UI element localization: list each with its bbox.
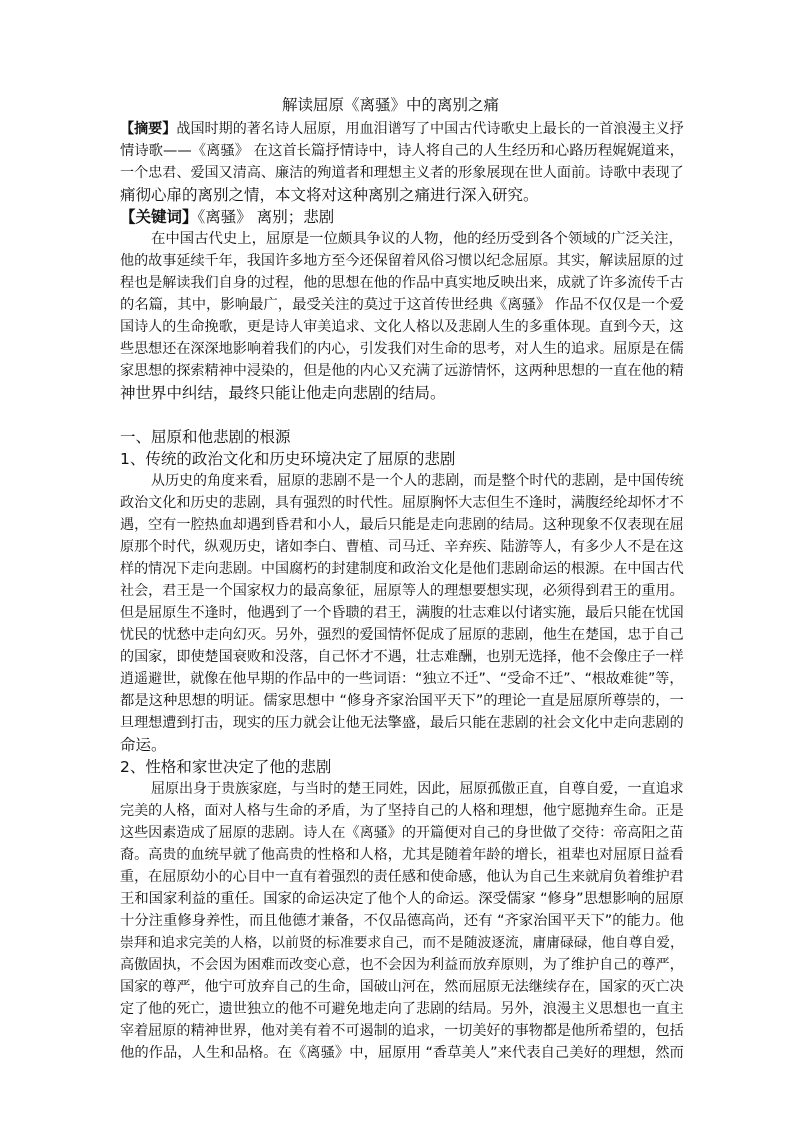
paragraph-line: 高傲固执，不会因为困难而改变心意，也不会因为利益而放弃原则，为了维护自己的尊严， — [120, 957, 684, 973]
paragraph-line: 忧民的忧愁中走向幻灭。另外，强烈的爱国情怀促成了屈原的悲剧，他生在楚国，忠于自己 — [120, 627, 684, 643]
paragraph-line: 这些因素造成了屈原的悲剧。诗人在《离骚》的开篇便对自己的身世做了交待：帝高阳之苗 — [120, 825, 684, 841]
intro-line: 程也是解读我们自身的过程，他的思想在他的作品中真实地反映出来，成就了许多流传千古 — [120, 275, 684, 291]
paragraph-line: 定了他的死亡，遗世独立的他不可避免地走向了悲剧的结局。另外，浪漫主义思想也一直主 — [120, 1001, 684, 1017]
abstract-line: 情诗歌——《离骚》 在这首长篇抒情诗中，诗人将自己的人生经历和心路历程娓娓道来， — [120, 143, 684, 159]
paragraph-line: 裔。高贵的血统早就了他高贵的性格和人格，尤其是随着年龄的增长，祖辈也对屈原日益看 — [120, 847, 684, 863]
intro-line: 神世界中纠结，最终只能让他走向悲剧的结局。 — [120, 384, 446, 402]
paragraph-line: 样的情况下走向悲剧。中国腐朽的封建制度和政治文化是他们悲剧命运的根源。在中国古代 — [120, 561, 684, 577]
paragraph-line: 旦理想遭到打击，现实的压力就会让他无法擎盛，最后只能在悲剧的社会文化中走向悲剧的 — [120, 715, 684, 731]
paragraph-line: 的国家，即使楚国衰败和没落，自己怀才不遇，壮志难酬，也别无选择，他不会像庄子一样 — [120, 649, 684, 665]
intro-line: 他的故事延续千年，我国许多地方至今还保留着风俗习惯以纪念屈原。其实，解读屈原的过 — [120, 253, 684, 269]
paragraph-line: 他的作品，人生和品格。在《离骚》中，屈原用 “香草美人”来代表自己美好的理想，然而 — [120, 1045, 684, 1061]
paragraph-line: 重，在屈原幼小的心目中一直有着强烈的责任感和使命感，他认为自己生来就肩负着维护君 — [120, 869, 684, 885]
abstract-line — [120, 118, 684, 140]
intro-line: 的名篇，其中，影响最广，最受关注的莫过于这首传世经典《离骚》 作品不仅仅是一个爱 — [120, 297, 684, 313]
intro-line: 在中国古代史上，屈原是一位颇具争议的人物，他的经历受到各个领域的广泛关注， — [151, 231, 683, 247]
keywords-text: 《离骚》 离别；悲剧 — [197, 208, 335, 226]
paragraph-line: 但是屈原生不逢时，他遇到了一个昏聩的君王，满腹的壮志难以付诸实施，最后只能在忧国 — [120, 605, 684, 621]
abstract-label: 【摘要】 — [120, 121, 177, 137]
paragraph-line: 十分注重修身养性，而且他德才兼备，不仅品德高尚，还有 “齐家治国平天下”的能力。他 — [120, 913, 684, 929]
section-heading: 一、屈原和他悲剧的根源 — [120, 428, 291, 446]
paragraph-line: 宰着屈原的精神世界，他对美有着不可遏制的追求，一切美好的事物都是他所希望的，包括 — [120, 1023, 684, 1039]
keywords-label: 【关键词】 — [120, 208, 198, 226]
subsection-heading: 1、传统的政治文化和历史环境决定了屈原的悲剧 — [120, 450, 456, 468]
paragraph-line: 政治文化和历史的悲剧，具有强烈的时代性。屈原胸怀大志但生不逢时，满腹经纶却怀才不 — [120, 495, 684, 511]
paragraph-line: 社会，君王是一个国家权力的最高象征，屈原等人的理想要想实现，必须得到君王的重用。 — [120, 583, 684, 599]
paragraph-line: 从历史的角度来看，屈原的悲剧不是一个人的悲剧，而是整个时代的悲剧，是中国传统 — [151, 473, 684, 489]
paragraph-line: 崇拜和追求完美的人格，以前贤的标准要求自己，而不是随波逐流，庸庸碌碌，他自尊自爱， — [120, 935, 684, 951]
paragraph-line: 屈原出身于贵族家庭，与当时的楚王同姓，因此，屈原孤傲正直，自尊自爱，一直追求 — [151, 781, 684, 797]
paragraph-line: 都是这种思想的明证。儒家思想中 “修身齐家治国平天下”的理论一直是屈原所尊崇的，一 — [120, 693, 684, 709]
subsection-heading: 2、性格和家世决定了他的悲剧 — [120, 758, 332, 776]
keywords-line — [120, 206, 334, 228]
abstract-line: 痛彻心扉的离别之情，本文将对这种离别之痛进行深入研究。 — [120, 186, 539, 204]
paragraph-line: 完美的人格，面对人格与生命的矛盾，为了坚持自己的人格和理想，他宁愿抛弃生命。正是 — [120, 803, 684, 819]
paragraph-line: 国家的尊严，他宁可放弃自己的生命，国破山河在，然而屈原无法继续存在，国家的灭亡决 — [120, 979, 684, 995]
paragraph-line: 命运。 — [120, 736, 167, 754]
paragraph-line: 遇，空有一腔热血却遇到昏君和小人，最后只能是走向悲剧的结局。这种现象不仅表现在屈 — [120, 517, 684, 533]
intro-line: 家思想的探索精神中浸染的，但是他的内心又充满了远游情怀，这两种思想的一直在他的精 — [120, 363, 684, 379]
abstract-text: 战国时期的著名诗人屈原，用血泪谱写了中国古代诗歌史上最长的一首浪漫主义抒 — [176, 121, 684, 137]
paragraph-line: 原那个时代，纵观历史，诸如李白、曹植、司马迁、辛弃疾、陆游等人，有多少人不是在这 — [120, 539, 684, 555]
paragraph-line: 王和国家利益的重任。国家的命运决定了他个人的命运。深受儒家 “修身”思想影响的屈原 — [120, 891, 684, 907]
intro-line: 国诗人的生命挽歌，更是诗人审美追求、文化人格以及悲剧人生的多重体现。直到今天，这 — [120, 319, 684, 335]
paragraph-line: 逍遥避世，就像在他早期的作品中的一些词语：“独立不迁”、“受命不迁”、“根故难徙”等， — [120, 671, 684, 687]
abstract-line: 一个忠君、爱国又清高、廉洁的殉道者和理想主义者的形象展现在世人面前。诗歌中表现了 — [120, 165, 684, 181]
intro-line: 些思想还在深深地影响着我们的内心，引发我们对生命的思考，对人生的追求。屈原是在儒 — [120, 341, 684, 357]
page-title: 解读屈原《离骚》中的离别之痛 — [282, 96, 500, 114]
